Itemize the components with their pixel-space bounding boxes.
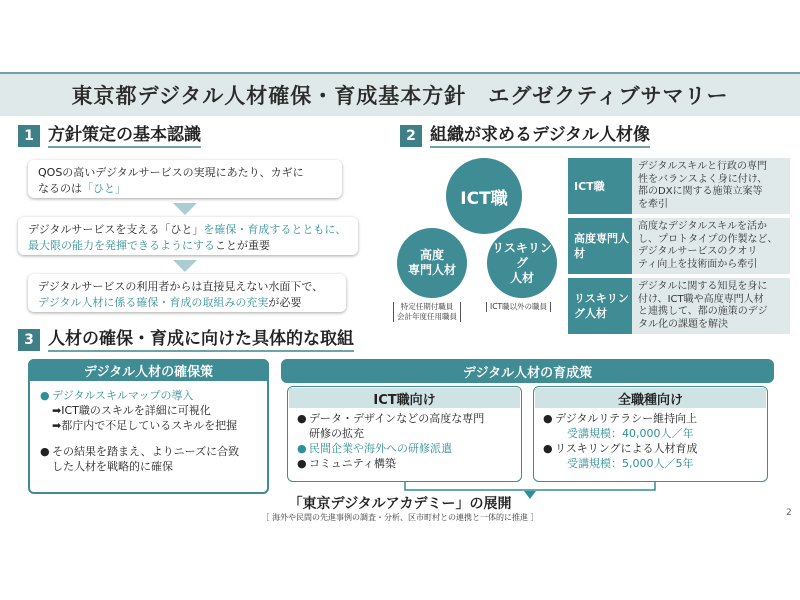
callout-1-line-2: [38, 181, 332, 197]
callout-basic-1: [28, 160, 342, 198]
role-desc-reskill-3: と連携して、都の施策のデジ: [638, 306, 768, 317]
role-desc-ict-1: デジタルスキルと行政の専門: [638, 161, 767, 172]
bullet-dot: ●: [543, 442, 553, 455]
section1-header: [18, 124, 201, 148]
page-number: 2: [786, 508, 792, 518]
callout-1-text: なるのは: [38, 182, 82, 195]
role-label-koudo-text: 高度専門人材: [574, 232, 629, 260]
bullet-dot: ●: [40, 445, 50, 458]
role-desc-ict-2: 性をバランスよく身に付け、: [638, 173, 768, 185]
ict-bullets: [297, 411, 484, 471]
page-title: 東京都デジタル人材確保・育成基本方針 エグゼクティブサマリー: [71, 84, 729, 108]
bullet-dot: ●: [543, 412, 553, 425]
callout-2-highlight-2: 最大限の能力を発揮できるようにする: [28, 239, 215, 252]
role-desc-koudo-2: し、プロトタイプの作製など、: [638, 233, 778, 245]
slide: [0, 72, 800, 528]
callout-3-line-2: [38, 295, 336, 311]
role-desc-ict: [632, 158, 790, 214]
down-arrow-2: [173, 260, 197, 272]
note-koudo: [393, 302, 461, 322]
role-desc-koudo: [632, 218, 790, 274]
circle-ict: [446, 158, 522, 234]
role-label-ict: ICT職: [568, 158, 632, 214]
all-bullets: [543, 411, 698, 471]
bullet-dot: ●: [40, 389, 50, 402]
callout-1-line-1: QOSの高いデジタルサービスの実現にあたり、カギに: [38, 166, 304, 179]
callout-2-line-1: [28, 222, 348, 238]
role-desc-koudo-4: ティ向上を技術面から牽引: [638, 258, 758, 270]
circle-koudo-label-2: 専門人材: [407, 263, 456, 277]
section1-title: 方針策定の基本認識: [48, 125, 201, 148]
panel-all-header: 全職種向け: [535, 388, 766, 408]
kakuho-bullet-1: [40, 388, 237, 433]
callout-2-highlight: を確保・育成するとともに、: [203, 223, 347, 236]
role-desc-reskill-1: デジタルに関する知見を身に: [638, 281, 768, 292]
kakuho-bullet-2: [40, 444, 239, 474]
callout-3-line-1: デジタルサービスの利用者からは直接見えない水面下で、: [38, 280, 324, 293]
callout-3-text: が必要: [268, 296, 302, 309]
circle-koudo-label-1: 高度: [419, 248, 444, 262]
callout-1-highlight: 「ひと」: [82, 182, 126, 195]
academy-subtitle: ［ 海外や民間の先進事例の調査・分析、区市町村との連携と一体的に推進 ］: [261, 513, 539, 522]
callout-2-text-2: ことが重要: [215, 239, 270, 252]
note-reskill-line: ICT職以外の職員: [490, 302, 548, 311]
kakuho-bullet-1a: ➡ICT職のスキルを詳細に可視化: [52, 404, 211, 417]
ict-bullet-1-line-2: 研修の拡充: [309, 427, 364, 440]
academy-title: 「東京デジタルアカデミー」の展開: [288, 496, 512, 512]
all-bullet-1-scale: 受講規模：40,000人／年: [567, 427, 694, 440]
ict-bullet-3: コミュニティ構築: [309, 457, 396, 470]
circle-reskill-label-1: リスキリング: [492, 240, 552, 270]
circle-ict-label: ICT職: [460, 188, 508, 209]
role-label-reskill: [568, 278, 632, 334]
role-desc-reskill-4: タル化の課題を解決: [638, 318, 728, 330]
all-bullet-1: デジタルリテラシー維持向上: [555, 412, 698, 425]
section2-number: 2: [400, 125, 422, 147]
role-label-koudo: [568, 218, 632, 274]
all-bullet-2: リスキリングによる人材育成: [555, 442, 698, 455]
bullet-dot: ●: [297, 442, 307, 455]
callout-2-line-2: [28, 238, 348, 254]
section3-number: 3: [18, 329, 40, 351]
callout-3-highlight: デジタル人材に係る確保・育成の取組みの充実: [38, 296, 269, 309]
ict-bullet-1-line-1: データ・デザインなどの高度な専門: [309, 412, 485, 425]
role-desc-koudo-1: 高度なデジタルスキルを活か: [638, 221, 767, 232]
circle-koudo: [397, 228, 467, 298]
role-label-reskill-text: リスキリング人材: [574, 292, 629, 320]
section2-header: [400, 124, 650, 148]
down-arrow-1: [173, 203, 197, 215]
kakuho-bullet-2-line-1: その結果を踏まえ、よりニーズに合致: [52, 445, 240, 458]
callout-basic-2: [18, 217, 358, 255]
role-desc-ict-3: 都のDXに関する施策立案等: [638, 186, 763, 197]
note-reskill: [486, 302, 551, 312]
panel-kakuho-header: デジタル人材の確保策: [28, 359, 269, 381]
all-bullet-2-scale: 受講規模：5,000人／5年: [567, 457, 694, 470]
role-desc-reskill: [632, 278, 790, 334]
note-koudo-line-1: 特定任期付職員: [400, 302, 454, 311]
section3-header: [18, 328, 354, 352]
role-desc-koudo-3: デジタルサービスのクオリ: [638, 246, 758, 257]
panel-ict-header: ICT職向け: [289, 388, 520, 408]
callout-2-text: デジタルサービスを支える「ひと」: [28, 223, 204, 236]
callout-basic-3: [28, 274, 346, 312]
kakuho-bullet-2-line-2: した人材を戦略的に確保: [52, 460, 173, 473]
section2-title: 組織が求めるデジタル人材像: [430, 125, 650, 148]
panel-ikusei-header: デジタル人材の育成策: [281, 359, 774, 383]
role-desc-ict-4: を牽引: [638, 198, 668, 210]
title-bar: [0, 72, 800, 116]
note-koudo-line-2: 会計年度任用職員: [397, 312, 457, 321]
role-desc-reskill-2: 付け、ICT職や高度専門人材: [638, 293, 764, 305]
kakuho-bullet-1-text: デジタルスキルマップの導入: [52, 389, 194, 402]
kakuho-bullet-1b: ➡都庁内で不足しているスキルを把握: [52, 419, 238, 432]
circle-reskill: [487, 228, 557, 298]
bullet-dot: ●: [297, 412, 307, 425]
ict-bullet-2: 民間企業や海外への研修派遣: [309, 442, 452, 455]
circle-reskill-label-2: 人材: [509, 270, 534, 285]
bullet-dot: ●: [297, 457, 307, 470]
section3-title: 人材の確保・育成に向けた具体的な取組: [48, 329, 354, 352]
section1-number: 1: [18, 125, 40, 147]
